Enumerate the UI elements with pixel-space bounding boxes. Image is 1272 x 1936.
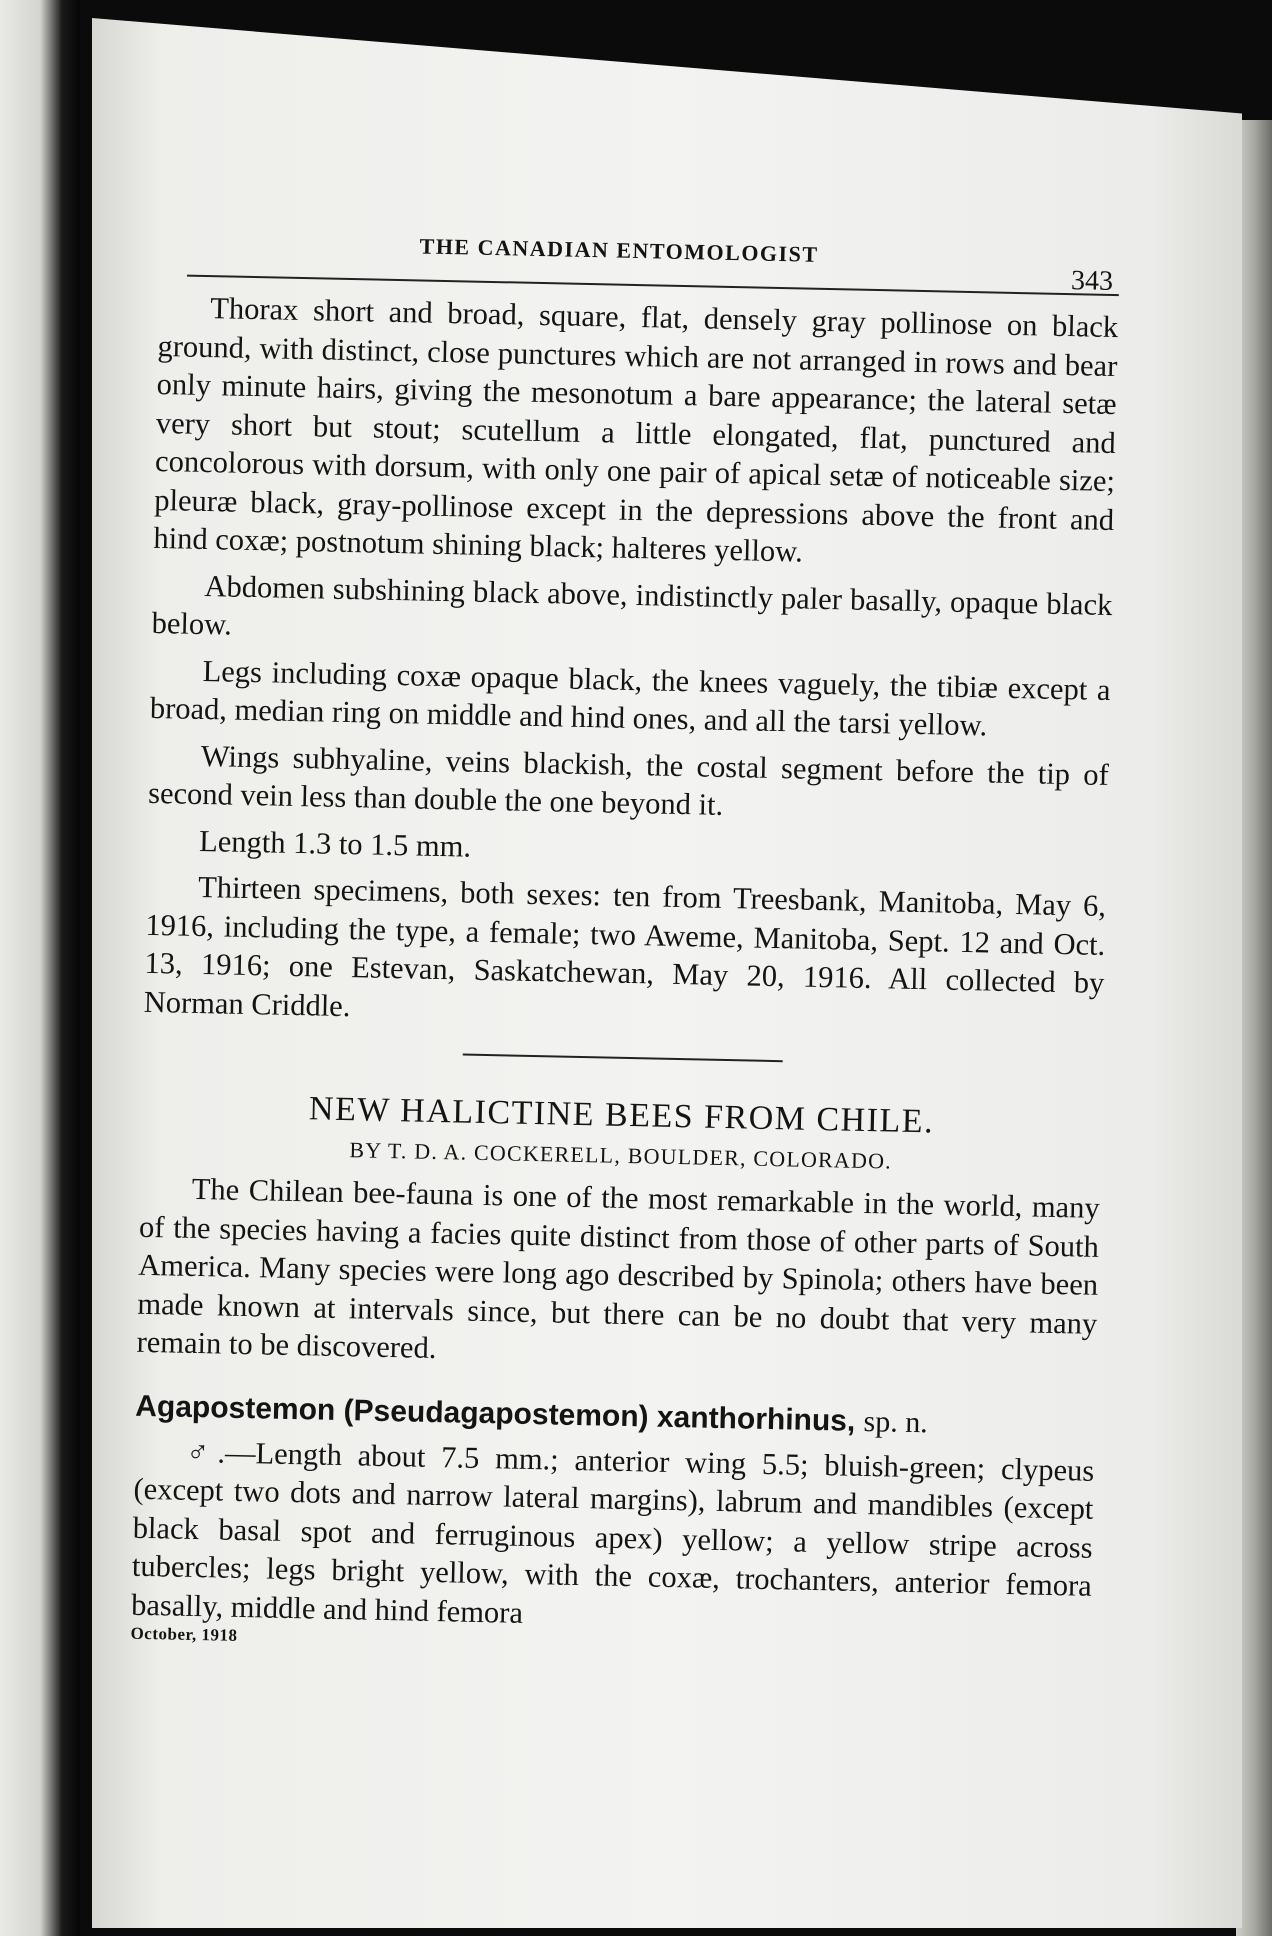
paragraph-intro: The Chilean bee-fauna is one of the most remarkable in the world, many of the species having a facies quite distinct from those of other parts of South America. Many species were long ago described by Spinola; others have been made known at intervals since, but there can be no doubt that very many remain to be discovered. bbox=[136, 1171, 1101, 1366]
species-genus: Agapostemon bbox=[134, 1389, 336, 1427]
species-subgenus: (Pseudagapostemon) bbox=[343, 1393, 649, 1433]
journal-title: THE CANADIAN ENTOMOLOGIST bbox=[419, 233, 819, 267]
species-epithet: xanthorhinus, bbox=[656, 1400, 856, 1438]
section-divider bbox=[463, 1054, 783, 1063]
paragraph-specimens: Thirteen specimens, both sexes: ten from Treesbank, Manitoba, May 6, 1916, including the type, a female; two Aweme, Manitoba, Sept. 12 and Oct. 13, 1916; one Estevan, Saskatchewan, May 20, 1916. All collected by Norman Criddle. bbox=[143, 869, 1107, 1023]
species-status: sp. n. bbox=[863, 1404, 929, 1439]
page-number: 343 bbox=[1070, 265, 1114, 297]
article-title: NEW HALICTINE BEES FROM CHILE. bbox=[308, 1090, 935, 1141]
paragraph-wings: Wings subhyaline, veins blackish, the costal segment before the tip of second vein less than double the one beyond it. bbox=[147, 738, 1110, 822]
paragraph-abdomen: Abdomen subshining black above, indistinctly paler basally, opaque black below. bbox=[151, 568, 1113, 642]
article-byline: BY T. D. A. COCKERELL, BOULDER, COLORADO. bbox=[349, 1137, 893, 1174]
paragraph-length: Length 1.3 to 1.5 mm. bbox=[198, 823, 472, 864]
paragraph-species-description: ♂.—Length about 7.5 mm.; anterior wing 5.5; bluish-green; clypeus (except two dots and narrow lateral margins), labrum and mandibles (except black basal spot and ferruginous apex) yellow; a yellow stripe across tubercles; legs bright yellow, with the coxæ, trochanters, anterior femora basally, middle and hind femora bbox=[130, 1434, 1095, 1630]
page-content bbox=[130, 228, 1119, 1664]
book-spine-left bbox=[0, 0, 80, 1936]
paragraph-legs: Legs including coxæ opaque black, the knees vaguely, the tibiæ except a broad, median ring on middle and hind ones, and all the tarsi yellow. bbox=[149, 653, 1111, 743]
issue-date: October, 1918 bbox=[130, 1623, 238, 1645]
paragraph-thorax: Thorax short and broad, square, flat, densely gray pollinose on black ground, with distinct, close punctures which are not arranged in rows and bear only minute hairs, giving the mesonotum a bare appearance; the lateral setæ very short but stout; scutellum a little elongated, flat, punctured and concolorous with dorsum, with only one pair of apical setæ of noticeable size; pleuræ black, gray-pollinose except in the depressions above the front and hind coxæ; postnotum shining black; halteres yellow. bbox=[153, 291, 1119, 569]
